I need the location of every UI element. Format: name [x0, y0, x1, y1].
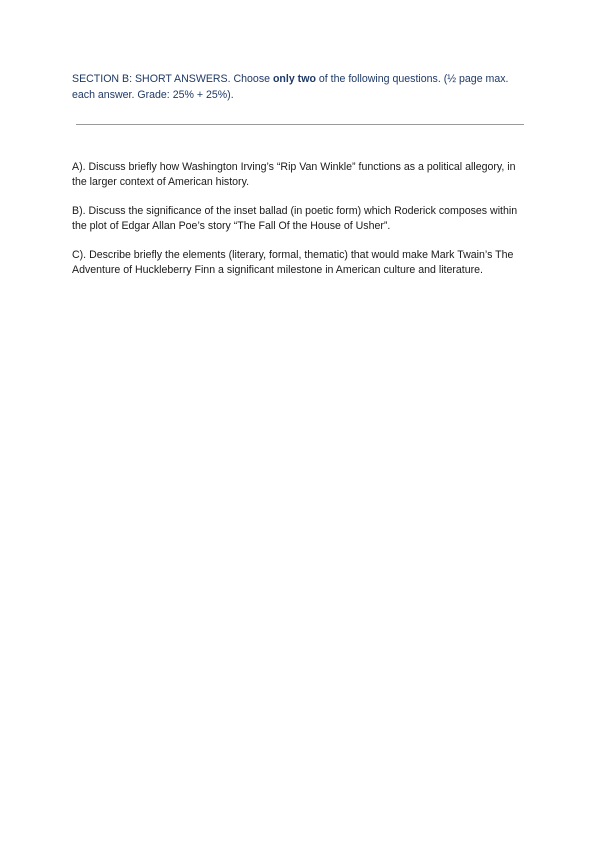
section-heading: [72, 71, 532, 103]
section-heading-emphasis: only two: [272, 73, 316, 85]
question-b: B). Discuss the significance of the inset ballad (in poetic form) which Roderick composes within the plot of Edgar Allan Poe’s story “The Fall Of the House of Usher”.: [72, 205, 518, 232]
question-c: C). Describe briefly the elements (literary, formal, thematic) that would make Mark Twain’s The Adventure of Huckleberry Finn a significant milestone in American culture and literature.: [72, 249, 514, 276]
question-a: A). Discuss briefly how Washington Irving’s “Rip Van Winkle” functions as a political allegory, in the larger context of American history.: [72, 161, 516, 188]
section-heading-rest: of the following questions. (½ page max. each answer. Grade: 25% + 25%).: [72, 73, 509, 101]
section-heading-intro: SECTION B: SHORT ANSWERS. Choose: [72, 73, 273, 85]
horizontal-divider: [76, 124, 524, 125]
